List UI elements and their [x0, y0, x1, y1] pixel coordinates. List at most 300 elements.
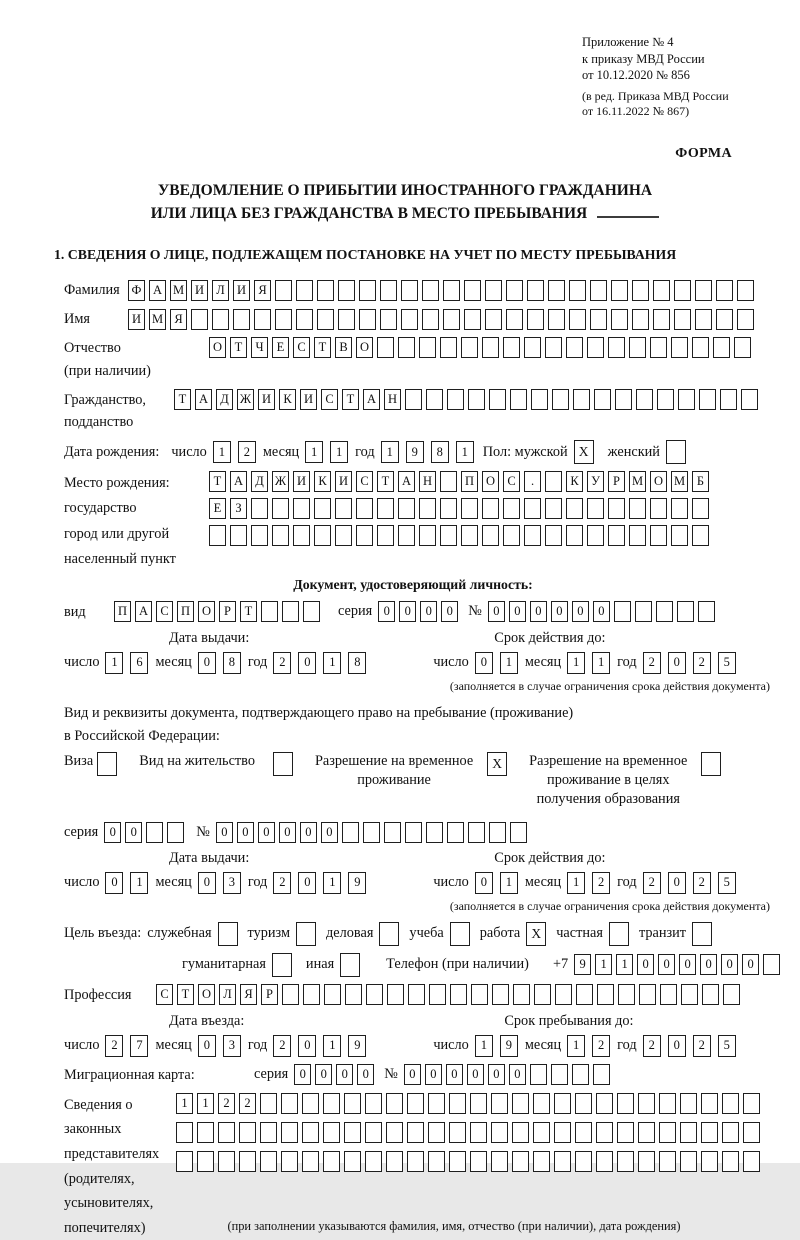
char-box[interactable]: П — [114, 601, 131, 622]
char-box[interactable]: Н — [419, 471, 436, 492]
char-box[interactable] — [401, 309, 418, 330]
char-box[interactable] — [638, 1093, 655, 1114]
char-box[interactable] — [323, 1122, 340, 1143]
char-box[interactable]: 0 — [679, 954, 696, 975]
char-box[interactable] — [449, 1093, 466, 1114]
char-box[interactable]: И — [335, 471, 352, 492]
char-box[interactable]: 0 — [216, 822, 233, 843]
char-box[interactable] — [363, 822, 380, 843]
char-box[interactable]: З — [230, 498, 247, 519]
char-box[interactable] — [503, 337, 520, 358]
char-box[interactable] — [555, 984, 572, 1005]
char-box[interactable] — [443, 309, 460, 330]
char-box[interactable] — [716, 280, 733, 301]
char-box[interactable] — [533, 1093, 550, 1114]
char-box[interactable]: 0 — [700, 954, 717, 975]
char-box[interactable] — [531, 389, 548, 410]
char-box[interactable]: 2 — [693, 872, 711, 894]
char-box[interactable] — [303, 984, 320, 1005]
char-box[interactable]: 2 — [238, 441, 256, 463]
char-box[interactable]: 5 — [718, 1035, 736, 1057]
char-box[interactable]: Е — [209, 498, 226, 519]
char-box[interactable] — [275, 309, 292, 330]
char-box[interactable] — [513, 984, 530, 1005]
char-box[interactable]: 1 — [330, 441, 348, 463]
char-box[interactable] — [701, 752, 721, 776]
char-box[interactable] — [212, 309, 229, 330]
char-box[interactable] — [365, 1122, 382, 1143]
char-box[interactable] — [695, 309, 712, 330]
char-box[interactable] — [470, 1122, 487, 1143]
char-box[interactable] — [419, 498, 436, 519]
char-box[interactable]: Я — [170, 309, 187, 330]
char-box[interactable] — [461, 498, 478, 519]
char-box[interactable] — [398, 498, 415, 519]
char-box[interactable]: X — [487, 752, 507, 776]
char-box[interactable] — [450, 984, 467, 1005]
char-box[interactable] — [492, 984, 509, 1005]
char-box[interactable] — [384, 822, 401, 843]
char-box[interactable] — [692, 498, 709, 519]
char-box[interactable] — [440, 498, 457, 519]
char-box[interactable] — [545, 337, 562, 358]
char-box[interactable] — [617, 1122, 634, 1143]
char-box[interactable]: 7 — [130, 1035, 148, 1057]
char-box[interactable]: И — [191, 280, 208, 301]
char-box[interactable]: 0 — [742, 954, 759, 975]
char-box[interactable] — [380, 309, 397, 330]
char-box[interactable] — [489, 389, 506, 410]
char-box[interactable] — [572, 1064, 589, 1085]
char-box[interactable]: 8 — [348, 652, 366, 674]
char-box[interactable]: 1 — [567, 872, 585, 894]
char-box[interactable]: X — [574, 440, 594, 464]
char-box[interactable] — [485, 309, 502, 330]
char-box[interactable] — [426, 822, 443, 843]
char-box[interactable]: 0 — [593, 601, 610, 622]
char-box[interactable] — [671, 525, 688, 546]
char-box[interactable]: Т — [314, 337, 331, 358]
char-box[interactable]: 0 — [420, 601, 437, 622]
char-box[interactable] — [386, 1093, 403, 1114]
char-box[interactable] — [512, 1151, 529, 1172]
char-box[interactable]: 0 — [668, 872, 686, 894]
char-box[interactable]: 6 — [130, 652, 148, 674]
char-box[interactable]: 9 — [348, 872, 366, 894]
char-box[interactable] — [218, 922, 238, 946]
char-box[interactable] — [608, 525, 625, 546]
char-box[interactable] — [97, 752, 117, 776]
char-box[interactable] — [176, 1151, 193, 1172]
char-box[interactable] — [554, 1093, 571, 1114]
char-box[interactable]: М — [671, 471, 688, 492]
char-box[interactable]: О — [356, 337, 373, 358]
char-box[interactable]: К — [314, 471, 331, 492]
char-box[interactable]: А — [149, 280, 166, 301]
char-box[interactable]: С — [293, 337, 310, 358]
char-box[interactable] — [461, 337, 478, 358]
char-box[interactable]: Л — [212, 280, 229, 301]
char-box[interactable] — [590, 280, 607, 301]
char-box[interactable]: 1 — [323, 1035, 341, 1057]
char-box[interactable]: 0 — [336, 1064, 353, 1085]
char-box[interactable] — [503, 525, 520, 546]
char-box[interactable] — [464, 309, 481, 330]
char-box[interactable] — [554, 1151, 571, 1172]
char-box[interactable] — [656, 601, 673, 622]
char-box[interactable] — [524, 498, 541, 519]
char-box[interactable] — [449, 1151, 466, 1172]
char-box[interactable] — [632, 280, 649, 301]
char-box[interactable] — [440, 525, 457, 546]
char-box[interactable]: С — [156, 984, 173, 1005]
char-box[interactable]: 0 — [105, 872, 123, 894]
char-box[interactable] — [545, 525, 562, 546]
char-box[interactable] — [218, 1151, 235, 1172]
char-box[interactable] — [407, 1093, 424, 1114]
char-box[interactable] — [611, 309, 628, 330]
char-box[interactable]: Ч — [251, 337, 268, 358]
char-box[interactable] — [275, 280, 292, 301]
char-box[interactable]: 0 — [467, 1064, 484, 1085]
char-box[interactable] — [575, 1151, 592, 1172]
char-box[interactable] — [681, 984, 698, 1005]
char-box[interactable] — [377, 525, 394, 546]
char-box[interactable]: 0 — [509, 601, 526, 622]
char-box[interactable]: 0 — [509, 1064, 526, 1085]
char-box[interactable]: 0 — [300, 822, 317, 843]
char-box[interactable]: 0 — [446, 1064, 463, 1085]
char-box[interactable]: 2 — [643, 872, 661, 894]
char-box[interactable]: С — [321, 389, 338, 410]
char-box[interactable] — [422, 309, 439, 330]
char-box[interactable] — [723, 984, 740, 1005]
char-box[interactable] — [506, 280, 523, 301]
char-box[interactable] — [576, 984, 593, 1005]
char-box[interactable] — [377, 498, 394, 519]
char-box[interactable] — [722, 1151, 739, 1172]
char-box[interactable] — [338, 280, 355, 301]
char-box[interactable] — [230, 525, 247, 546]
char-box[interactable] — [302, 1093, 319, 1114]
char-box[interactable] — [464, 280, 481, 301]
char-box[interactable] — [419, 337, 436, 358]
char-box[interactable] — [398, 525, 415, 546]
char-box[interactable] — [260, 1151, 277, 1172]
char-box[interactable] — [482, 337, 499, 358]
char-box[interactable]: Н — [384, 389, 401, 410]
char-box[interactable] — [461, 525, 478, 546]
char-box[interactable]: О — [198, 984, 215, 1005]
char-box[interactable]: 8 — [431, 441, 449, 463]
char-box[interactable] — [716, 309, 733, 330]
char-box[interactable]: А — [135, 601, 152, 622]
char-box[interactable] — [552, 389, 569, 410]
char-box[interactable] — [340, 953, 360, 977]
char-box[interactable] — [359, 309, 376, 330]
char-box[interactable] — [387, 984, 404, 1005]
char-box[interactable]: 5 — [718, 872, 736, 894]
char-box[interactable]: 0 — [315, 1064, 332, 1085]
char-box[interactable] — [566, 498, 583, 519]
char-box[interactable] — [296, 922, 316, 946]
char-box[interactable]: 0 — [637, 954, 654, 975]
char-box[interactable] — [314, 525, 331, 546]
char-box[interactable]: Т — [230, 337, 247, 358]
char-box[interactable]: Р — [608, 471, 625, 492]
char-box[interactable]: А — [195, 389, 212, 410]
char-box[interactable] — [527, 309, 544, 330]
char-box[interactable]: У — [587, 471, 604, 492]
char-box[interactable]: 1 — [500, 652, 518, 674]
char-box[interactable] — [302, 1122, 319, 1143]
char-box[interactable] — [317, 280, 334, 301]
char-box[interactable] — [377, 337, 394, 358]
char-box[interactable] — [702, 984, 719, 1005]
char-box[interactable] — [344, 1122, 361, 1143]
char-box[interactable]: X — [526, 922, 546, 946]
char-box[interactable]: О — [482, 471, 499, 492]
char-box[interactable] — [440, 337, 457, 358]
char-box[interactable] — [491, 1122, 508, 1143]
char-box[interactable] — [722, 1093, 739, 1114]
char-box[interactable] — [272, 525, 289, 546]
char-box[interactable] — [614, 601, 631, 622]
char-box[interactable]: Д — [251, 471, 268, 492]
char-box[interactable] — [302, 1151, 319, 1172]
char-box[interactable] — [699, 389, 716, 410]
char-box[interactable] — [629, 525, 646, 546]
char-box[interactable] — [209, 525, 226, 546]
char-box[interactable] — [146, 822, 163, 843]
char-box[interactable]: И — [293, 471, 310, 492]
char-box[interactable] — [408, 984, 425, 1005]
char-box[interactable] — [720, 389, 737, 410]
char-box[interactable]: 2 — [693, 652, 711, 674]
char-box[interactable] — [659, 1122, 676, 1143]
char-box[interactable] — [659, 1151, 676, 1172]
char-box[interactable] — [491, 1151, 508, 1172]
char-box[interactable]: И — [258, 389, 275, 410]
char-box[interactable] — [701, 1093, 718, 1114]
char-box[interactable] — [482, 525, 499, 546]
char-box[interactable] — [615, 389, 632, 410]
char-box[interactable]: Т — [174, 389, 191, 410]
char-box[interactable] — [426, 389, 443, 410]
char-box[interactable] — [763, 954, 780, 975]
char-box[interactable] — [659, 1093, 676, 1114]
char-box[interactable]: 1 — [105, 652, 123, 674]
char-box[interactable] — [323, 1093, 340, 1114]
char-box[interactable] — [471, 984, 488, 1005]
char-box[interactable]: 0 — [198, 652, 216, 674]
char-box[interactable]: Ж — [237, 389, 254, 410]
char-box[interactable]: 3 — [223, 872, 241, 894]
char-box[interactable] — [597, 984, 614, 1005]
char-box[interactable] — [701, 1122, 718, 1143]
char-box[interactable]: 0 — [399, 601, 416, 622]
char-box[interactable] — [293, 498, 310, 519]
char-box[interactable] — [666, 440, 686, 464]
char-box[interactable] — [272, 498, 289, 519]
char-box[interactable] — [713, 337, 730, 358]
char-box[interactable]: Т — [240, 601, 257, 622]
char-box[interactable] — [407, 1151, 424, 1172]
char-box[interactable] — [692, 922, 712, 946]
char-box[interactable]: 2 — [273, 872, 291, 894]
char-box[interactable]: Л — [219, 984, 236, 1005]
char-box[interactable] — [674, 309, 691, 330]
char-box[interactable]: П — [177, 601, 194, 622]
char-box[interactable] — [569, 309, 586, 330]
char-box[interactable]: К — [566, 471, 583, 492]
char-box[interactable]: 0 — [721, 954, 738, 975]
char-box[interactable] — [524, 337, 541, 358]
char-box[interactable]: К — [279, 389, 296, 410]
char-box[interactable] — [608, 337, 625, 358]
char-box[interactable]: 0 — [475, 872, 493, 894]
char-box[interactable]: 3 — [223, 1035, 241, 1057]
char-box[interactable]: С — [156, 601, 173, 622]
char-box[interactable]: А — [230, 471, 247, 492]
char-box[interactable] — [743, 1151, 760, 1172]
char-box[interactable] — [698, 601, 715, 622]
char-box[interactable] — [407, 1122, 424, 1143]
char-box[interactable] — [470, 1151, 487, 1172]
char-box[interactable] — [218, 1122, 235, 1143]
char-box[interactable] — [680, 1093, 697, 1114]
char-box[interactable]: 0 — [378, 601, 395, 622]
char-box[interactable] — [324, 984, 341, 1005]
char-box[interactable] — [366, 984, 383, 1005]
char-box[interactable]: С — [356, 471, 373, 492]
char-box[interactable]: 0 — [475, 652, 493, 674]
char-box[interactable]: 9 — [348, 1035, 366, 1057]
char-box[interactable]: 1 — [381, 441, 399, 463]
char-box[interactable]: 0 — [125, 822, 142, 843]
char-box[interactable] — [440, 471, 457, 492]
char-box[interactable] — [356, 525, 373, 546]
char-box[interactable]: 0 — [321, 822, 338, 843]
char-box[interactable]: 0 — [298, 872, 316, 894]
char-box[interactable] — [485, 280, 502, 301]
char-box[interactable]: 1 — [456, 441, 474, 463]
char-box[interactable] — [239, 1122, 256, 1143]
char-box[interactable] — [239, 1151, 256, 1172]
char-box[interactable]: 0 — [198, 872, 216, 894]
char-box[interactable] — [380, 280, 397, 301]
char-box[interactable] — [545, 498, 562, 519]
char-box[interactable]: 1 — [475, 1035, 493, 1057]
char-box[interactable]: 0 — [357, 1064, 374, 1085]
char-box[interactable] — [512, 1093, 529, 1114]
char-box[interactable] — [573, 389, 590, 410]
char-box[interactable] — [534, 984, 551, 1005]
char-box[interactable] — [282, 984, 299, 1005]
char-box[interactable] — [273, 752, 293, 776]
char-box[interactable] — [489, 822, 506, 843]
char-box[interactable]: Т — [209, 471, 226, 492]
char-box[interactable] — [569, 280, 586, 301]
char-box[interactable]: 0 — [298, 652, 316, 674]
char-box[interactable]: Б — [692, 471, 709, 492]
char-box[interactable]: 1 — [305, 441, 323, 463]
char-box[interactable] — [338, 309, 355, 330]
char-box[interactable] — [335, 498, 352, 519]
char-box[interactable]: О — [209, 337, 226, 358]
char-box[interactable] — [617, 1093, 634, 1114]
char-box[interactable]: Я — [240, 984, 257, 1005]
char-box[interactable] — [344, 1093, 361, 1114]
char-box[interactable] — [314, 498, 331, 519]
char-box[interactable]: 2 — [643, 1035, 661, 1057]
char-box[interactable] — [359, 280, 376, 301]
char-box[interactable] — [254, 309, 271, 330]
char-box[interactable] — [260, 1093, 277, 1114]
char-box[interactable] — [629, 498, 646, 519]
char-box[interactable]: 0 — [425, 1064, 442, 1085]
char-box[interactable]: 0 — [572, 601, 589, 622]
char-box[interactable]: 2 — [693, 1035, 711, 1057]
char-box[interactable]: С — [503, 471, 520, 492]
char-box[interactable] — [587, 337, 604, 358]
char-box[interactable] — [261, 601, 278, 622]
char-box[interactable] — [638, 1151, 655, 1172]
char-box[interactable] — [293, 525, 310, 546]
char-box[interactable] — [722, 1122, 739, 1143]
char-box[interactable] — [674, 280, 691, 301]
char-box[interactable]: 1 — [592, 652, 610, 674]
char-box[interactable] — [482, 498, 499, 519]
char-box[interactable]: 9 — [500, 1035, 518, 1057]
char-box[interactable] — [344, 1151, 361, 1172]
char-box[interactable] — [617, 1151, 634, 1172]
char-box[interactable] — [491, 1093, 508, 1114]
char-box[interactable]: М — [149, 309, 166, 330]
char-box[interactable] — [635, 601, 652, 622]
char-box[interactable] — [734, 337, 751, 358]
char-box[interactable] — [554, 1122, 571, 1143]
char-box[interactable]: Т — [342, 389, 359, 410]
char-box[interactable] — [638, 1122, 655, 1143]
char-box[interactable] — [317, 309, 334, 330]
char-box[interactable]: 0 — [488, 601, 505, 622]
char-box[interactable] — [470, 1093, 487, 1114]
char-box[interactable] — [176, 1122, 193, 1143]
char-box[interactable] — [419, 525, 436, 546]
char-box[interactable] — [365, 1151, 382, 1172]
char-box[interactable]: 1 — [567, 652, 585, 674]
char-box[interactable]: Т — [177, 984, 194, 1005]
char-box[interactable] — [429, 984, 446, 1005]
char-box[interactable]: М — [629, 471, 646, 492]
char-box[interactable] — [596, 1093, 613, 1114]
char-box[interactable] — [678, 389, 695, 410]
char-box[interactable] — [356, 498, 373, 519]
char-box[interactable]: 0 — [279, 822, 296, 843]
char-box[interactable] — [629, 337, 646, 358]
char-box[interactable] — [677, 601, 694, 622]
char-box[interactable] — [345, 984, 362, 1005]
char-box[interactable]: 2 — [592, 1035, 610, 1057]
char-box[interactable]: 0 — [668, 652, 686, 674]
char-box[interactable] — [251, 525, 268, 546]
char-box[interactable] — [587, 498, 604, 519]
char-box[interactable] — [450, 922, 470, 946]
char-box[interactable] — [609, 922, 629, 946]
char-box[interactable] — [618, 984, 635, 1005]
char-box[interactable]: 1 — [595, 954, 612, 975]
